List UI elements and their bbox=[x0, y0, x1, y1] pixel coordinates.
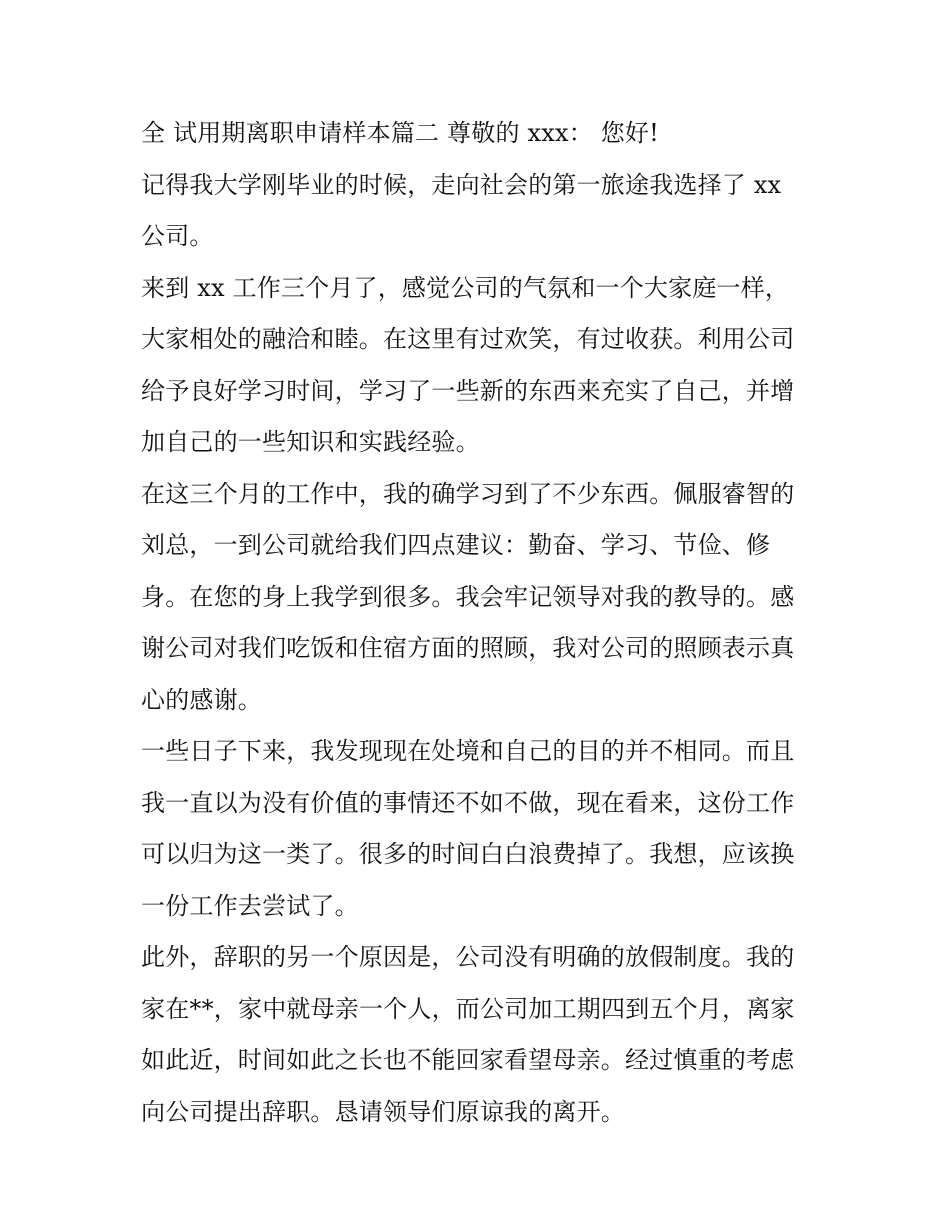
text-line: 加自己的一些知识和实践经验。 bbox=[141, 428, 480, 456]
text-line: 可以归为这一类了。很多的时间白白浪费掉了。我想，应该换 bbox=[141, 840, 795, 868]
text-line: 在这三个月的工作中，我的确学习到了不少东西。佩服睿智的 bbox=[141, 479, 795, 508]
text-line: 向公司提出辞职。恳请领导们原谅我的离开。 bbox=[141, 1097, 625, 1126]
text-line: 家在**，家中就母亲一个人，而公司加工期四到五个月，离家 bbox=[141, 994, 795, 1023]
text-line: 心的感谢。 bbox=[141, 685, 262, 714]
text-line: 如此近，时间如此之长也不能回家看望母亲。经过慎重的考虑 bbox=[141, 1046, 795, 1074]
text-line-title: 全 试用期离职申请样本篇二 尊敬的 xxx： 您好! bbox=[141, 119, 659, 147]
text-line: 一些日子下来，我发现现在处境和自己的目的并不相同。而且 bbox=[141, 737, 795, 765]
text-line: 公司。 bbox=[141, 222, 214, 250]
text-line: 刘总，一到公司就给我们四点建议：勤奋、学习、节俭、修 bbox=[141, 531, 771, 559]
document-body bbox=[141, 108, 821, 1138]
text-line: 谢公司对我们吃饭和住宿方面的照顾，我对公司的照顾表示真 bbox=[141, 634, 795, 662]
text-line: 来到 xx 工作三个月了，感觉公司的气氛和一个大家庭一样， bbox=[141, 273, 790, 302]
text-line: 一份工作去尝试了。 bbox=[141, 891, 359, 920]
text-line: 大家相处的融洽和睦。在这里有过欢笑，有过收获。利用公司 bbox=[141, 325, 795, 353]
text-line: 身。在您的身上我学到很多。我会牢记领导对我的教导的。感 bbox=[141, 582, 795, 611]
text-line: 此外，辞职的另一个原因是，公司没有明确的放假制度。我的 bbox=[141, 943, 795, 971]
text-line: 我一直以为没有价值的事情还不如不做，现在看来，这份工作 bbox=[141, 788, 795, 817]
text-line: 记得我大学刚毕业的时候，走向社会的第一旅途我选择了 xx bbox=[141, 170, 782, 199]
text-line: 给予良好学习时间，学习了一些新的东西来充实了自己，并增 bbox=[141, 376, 795, 405]
